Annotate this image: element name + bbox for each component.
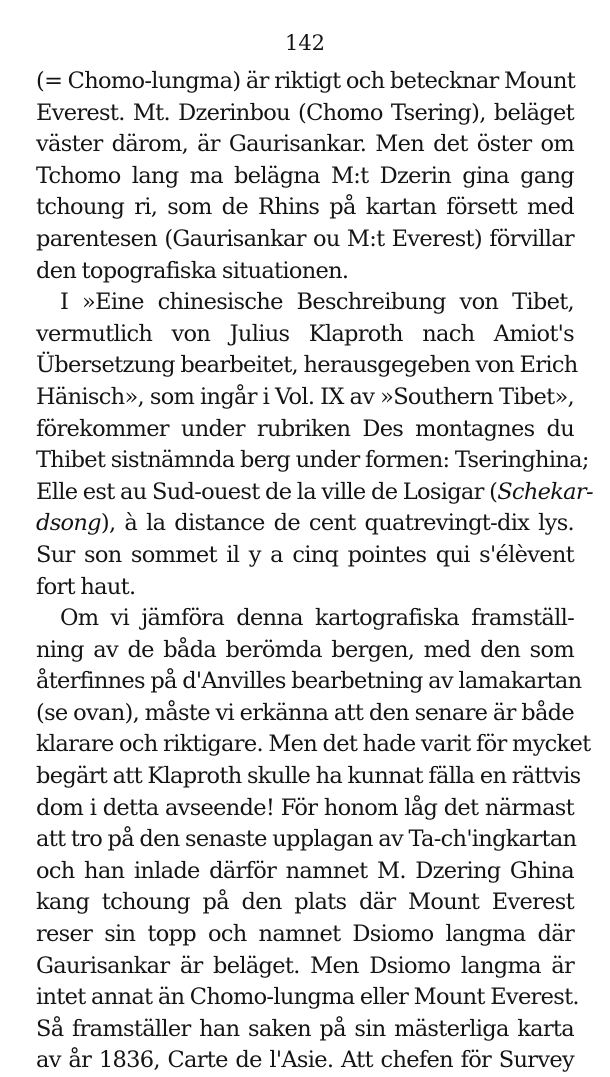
text-line: (se ovan), måste vi erkänna att den senare är både: [36, 699, 574, 726]
text-line: dom i detta avseende! För honom låg det närmast: [36, 794, 574, 821]
text-line: att tro på den senaste upplagan av Ta-ch'ingkartan: [36, 826, 577, 853]
text-line: reser sin topp och namnet Dsiomo langma där: [36, 921, 574, 948]
italic-text: dsong: [36, 510, 101, 537]
text-line: Sur son sommet il y a cinq pointes qui s'élèvent: [36, 541, 574, 568]
text-line: kang tchoung på den plats där Mount Everest: [36, 889, 574, 916]
text-line: I »Eine chinesische Beschreibung von Tibet,: [60, 289, 574, 316]
text-line: den topografiska situationen.: [36, 257, 349, 284]
text-line: (= Chomo-lungma) är riktigt och betecknar Mount: [36, 68, 576, 94]
text-line: fort haut.: [36, 573, 136, 600]
text-line: Hänisch», som ingår i Vol. IX av »Southern Tibet»,: [36, 383, 574, 410]
text-line: återfinnes på d'Anvilles bearbetning av lamakartan: [36, 668, 582, 695]
text-line: [36, 508, 574, 540]
text-line: Så framställer han saken på sin mästerliga karta: [36, 1015, 574, 1042]
text-line: parentesen (Gaurisankar ou M:t Everest) förvillar: [36, 225, 574, 252]
text-segment: Elle est au Sud-ouest de la ville de Losigar (: [36, 478, 498, 505]
body-text: [36, 66, 593, 1077]
text-line: av år 1836, Carte de l'Asie. Att chefen för Survey: [36, 1047, 574, 1074]
text-line: Om vi jämföra denna kartografiska framställ-: [60, 605, 574, 632]
text-line: Gaurisankar är beläget. Men Dsiomo langma är: [36, 952, 574, 979]
text-line: begärt att Klaproth skulle ha kunnat fälla en rättvis: [36, 763, 581, 790]
italic-text: Schekar-: [497, 478, 593, 505]
text-line: vermutlich von Julius Klaproth nach Amiot's: [36, 320, 574, 347]
text-line: tchoung ri, som de Rhins på kartan försett med: [36, 194, 574, 221]
text-line: Everest. Mt. Dzerinbou (Chomo Tsering), beläget: [36, 99, 574, 126]
text-segment: ), à la distance de cent quatrevingt-dix lys.: [100, 510, 574, 537]
text-line: klarare och riktigare. Men det hade varit för mycket: [36, 731, 591, 758]
text-line: ning av de båda berömda bergen, med den som: [36, 636, 574, 663]
page-number: 142: [284, 31, 326, 55]
text-line: väster därom, är Gaurisankar. Men det öster om: [36, 131, 574, 158]
text-line: intet annat än Chomo-lungma eller Mount Everest.: [36, 984, 579, 1011]
text-line: och han inlade därför namnet M. Dzering Ghina: [36, 857, 574, 884]
text-line: förekommer under rubriken Des montagnes du: [36, 415, 574, 442]
text-line: Tchomo lang ma belägna M:t Dzerin gina gang: [36, 162, 574, 189]
text-line: [36, 477, 593, 509]
text-line: Übersetzung bearbeitet, herausgegeben von Erich: [36, 352, 578, 379]
text-line: Thibet sistnämnda berg under formen: Tseringhina;: [36, 447, 589, 474]
